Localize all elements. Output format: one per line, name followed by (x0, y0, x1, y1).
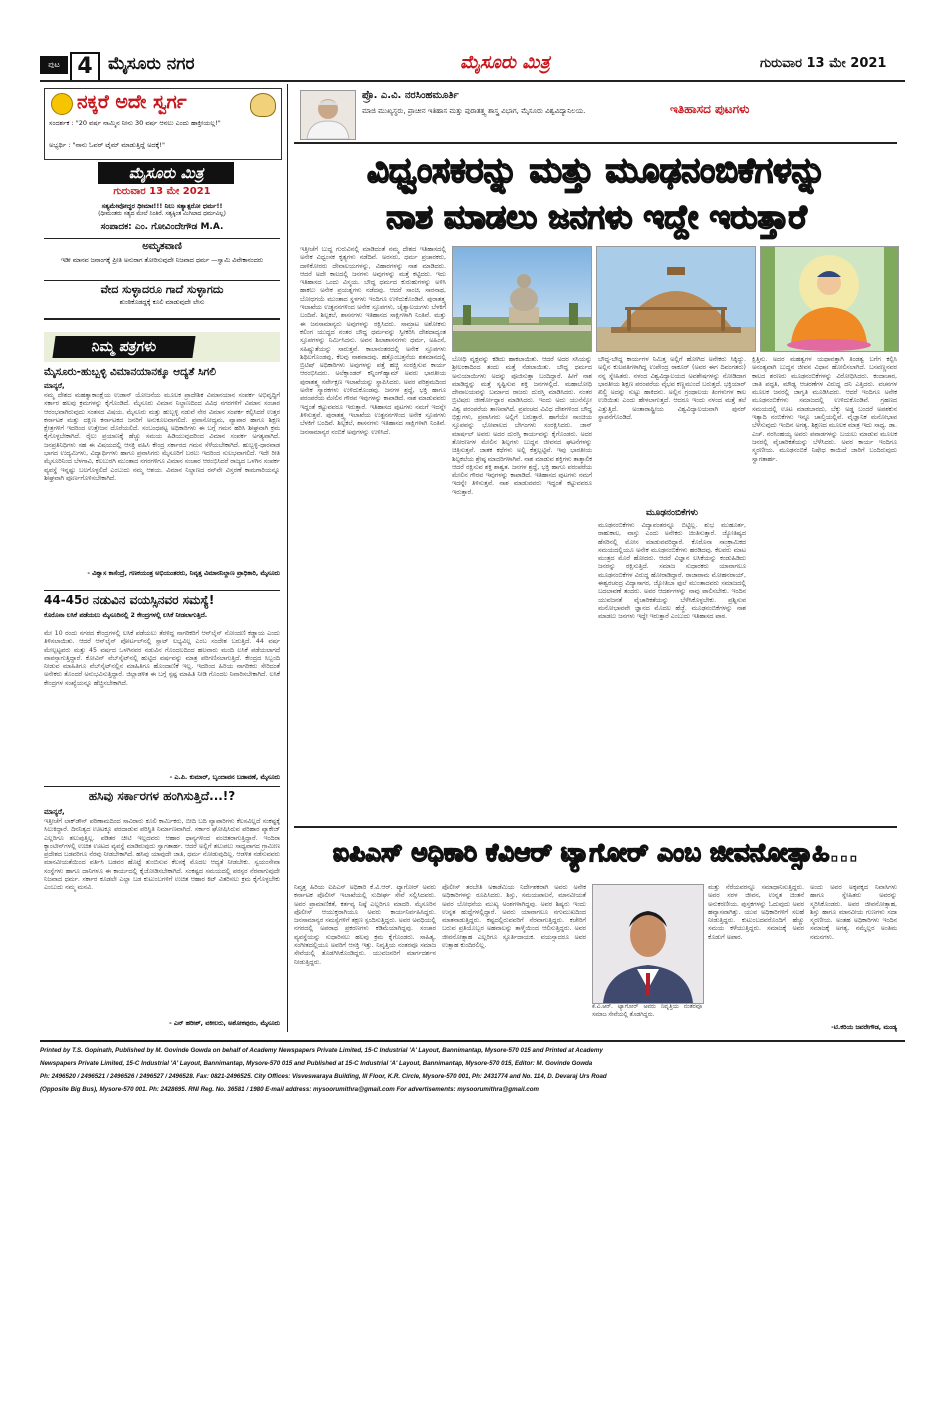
buddha-meditation-painting (760, 246, 899, 352)
header-masthead: ಮೈಸೂರು ಮಿತ್ರ (460, 52, 550, 73)
footer-top-rule (40, 1040, 905, 1042)
page-header (40, 50, 905, 80)
sanchi-stupa-photo (596, 246, 756, 352)
laughing-face-icon (51, 93, 73, 115)
joke-line-1: ಸಂದರ್ಶಕ : "20 ವರ್ಷ ನಾಮ್ಮಿನ ನೀನು 30 ವರ್ಷ ಆನಲು ಎಂದು ಹಾಕ್ತೀಯಲ್ಲ!" (49, 119, 221, 127)
article2-signature: -ಟಿ.ಕರಿಯ ಜವರೇಗೌಡ, ಮಂಡ್ಯ (831, 1024, 897, 1031)
editor-line: ಸಂಪಾದಕ: ಎಂ. ಗೋವಿಂದೇಗೌಡ M.A. (100, 222, 224, 232)
page-number: 4 (70, 52, 100, 82)
imprint-line-4: (Opposite Big Bus), Mysore-570 001. Ph: 2428695. RNI Reg. No. 36581 / 1980 E-mail address: mysoorumithra@gmail.com For advertisements: mysoorumithra@gmail.com (40, 1086, 539, 1093)
quote-title: ವೇದ ಸುಳ್ಳಾದರೂ ಗಾದೆ ಸುಳ್ಳಾಗದು (100, 283, 224, 296)
author-description: ಮಾಜಿ ಮುಖ್ಯಸ್ಥರು, ಪ್ರಾಚೀನ ಇತಿಹಾಸ ಮತ್ತು ಪುರಾತತ್ತ್ವ ಶಾಸ್ತ್ರ ವಿಭಾಗ, ಮೈಸೂರು ವಿಶ್ವವಿದ್ಯಾನಿಲಯ. (362, 107, 586, 115)
article2-col-2: ಪೊಲೀಸ್ ತರಬೇತಿ ಅಕಾಡೆಮಿಯ ನಿರ್ದೇಶಕರಾಗಿ ಅವರು ಅನೇಕ ಅಧಿಕಾರಿಗಳನ್ನು ರೂಪಿಸಿದರು. ಶಿಸ್ತು, ಸಮಯಪಾಲನೆ, ಮಾನವೀಯತೆ ಅವರ ಬೋಧನೆಯ ಮುಖ್ಯ ಅಂಶಗಳಾಗಿದ್ದವು. ಅವರ ಶಿಷ್ಯರು ಇಂದು ಉನ್ನತ ಹುದ್ದೆಗಳಲ್ಲಿದ್ದಾರೆ. ಅವರು ಯಾವಾಗಲೂ ನಗುಮುಖದಿಂದ ಮಾತನಾಡುತ್ತಿದ್ದರು. ಕಷ್ಟದಲ್ಲಿರುವವರಿಗೆ ನೆರವಾಗುತ್ತಿದ್ದರು. ಕಚೇರಿಗೆ ಬರುವ ಪ್ರತಿಯೊಬ್ಬರ ಅಹವಾಲನ್ನು ತಾಳ್ಮೆಯಿಂದ ಆಲಿಸುತ್ತಿದ್ದರು. ಅವರ ಜೀವನೋತ್ಸಾಹ ಎಲ್ಲರಿಗೂ ಸ್ಫೂರ್ತಿದಾಯಕ. ವಯಸ್ಸಾದರೂ ಅವರ ಉತ್ಸಾಹ ಕುಂದಿರಲಿಲ್ಲ. (442, 884, 586, 950)
feature-bottom-rule (294, 826, 897, 828)
feature-col-3-bottom: ಮೂಢನಂಬಿಕೆಗಳು ವಿದ್ಯಾವಂತರನ್ನೂ ಬಿಟ್ಟಿಲ್ಲ. ಶುಭ ಮುಹೂರ್ತ, ರಾಹುಕಾಲ, ವಾಸ್ತು ಎಂದು ಅನೇಕರು ಚಿಂತಿಸುತ್ತಾರೆ. ಜ್ಯೋತಿಷ್ಯದ ಹೆಸರಿನಲ್ಲಿ ಮೋಸ ಮಾಡುವವರಿದ್ದಾರೆ. ಕೊರೊನಾ ಸಾಂಕ್ರಾಮಿಕದ ಸಮಯದಲ್ಲಿಯೂ ಅನೇಕ ಮೂಢನಂಬಿಕೆಗಳು ಹರಡಿದವು. ಕೆಲವರು ಮಾಟ ಮಂತ್ರದ ಮೊರೆ ಹೋದರು. ಆದರೆ ವಿಜ್ಞಾನ ಲಸಿಕೆಯನ್ನು ಕಂಡುಹಿಡಿದು ಜನರನ್ನು ರಕ್ಷಿಸುತ್ತಿದೆ. ಸಮಾಜ ಸುಧಾರಕರು ಯಾವಾಗಲೂ ಮೂಢನಂಬಿಕೆಗಳ ವಿರುದ್ಧ ಹೋರಾಡಿದ್ದಾರೆ. ರಾಜಾರಾಮ ಮೋಹನರಾಯ್, ಈಶ್ವರಚಂದ್ರ ವಿದ್ಯಾಸಾಗರ, ಜ್ಯೋತಿಬಾ ಫುಲೆ ಮುಂತಾದವರು ಸಮಾಜದಲ್ಲಿ ಬದಲಾವಣೆ ತಂದರು. ಅವರ ಆದರ್ಶಗಳನ್ನು ನಾವು ಪಾಲಿಸಬೇಕು. ಇಂದಿನ ಯುವಜನತೆ ವೈಚಾರಿಕತೆಯನ್ನು ಬೆಳೆಸಿಕೊಳ್ಳಬೇಕು. ಪ್ರಶ್ನಿಸುವ ಮನೋಭಾವವೇ ಜ್ಞಾನದ ಮೊದಲ ಹೆಜ್ಜೆ. ಮೂಢನಂಬಿಕೆಗಳನ್ನು ನಾಶ ಮಾಡಲು ಜನಗಳು ಇದ್ದೇ ಇರುತ್ತಾರೆ ಎಂಬುದು ಇತಿಹಾಸದ ಪಾಠ. (598, 522, 746, 621)
feature-col-2: ಬೋಧಿ ವೃಕ್ಷವನ್ನು ಕಡಿದು ಹಾಕಲಾಯಿತು. ಆದರೆ ಅದರ ಸಸಿಯನ್ನು ಶ್ರೀಲಂಕಾದಿಂದ ತಂದು ಮತ್ತೆ ನೆಡಲಾಯಿತು. ಬೌದ್ಧ ಧರ್ಮದ ಅನುಯಾಯಿಗಳು ಅದನ್ನು ಪೂಜಿಸುತ್ತಾ ಬಂದಿದ್ದಾರೆ. ಹೀಗೆ ನಾಶ ಮಾಡಿದ್ದನ್ನು ಮತ್ತೆ ಸೃಷ್ಟಿಸುವ ಶಕ್ತಿ ಜನಗಳಲ್ಲಿದೆ. ಮಹಾಬೋಧಿ ದೇವಾಲಯವನ್ನು ಬರ್ಮಾದ ರಾಜರು ದುರಸ್ತಿ ಮಾಡಿಸಿದರು. ನಂತರ ಬ್ರಿಟಿಷರು ಜೀರ್ಣೋದ್ಧಾರ ಮಾಡಿಸಿದರು. ಇಂದು ಅದು ಯುನೆಸ್ಕೋ ವಿಶ್ವ ಪರಂಪರೆಯ ತಾಣವಾಗಿದೆ. ಪ್ರಪಂಚದ ವಿವಿಧ ದೇಶಗಳಿಂದ ಬೌದ್ಧ ಭಿಕ್ಷುಗಳು, ಪ್ರವಾಸಿಗರು ಅಲ್ಲಿಗೆ ಬರುತ್ತಾರೆ. ಹಾಗೆಯೇ ಸಾಂಚಿಯ ಸ್ತೂಪವನ್ನು ಭೋಪಾಲದ ಬೇಗಂಗಳು ಸಂರಕ್ಷಿಸಿದರು. ಜಾನ್ ಮಾರ್ಷಲ್ ಅವರು ಅದರ ದುರಸ್ತಿ ಕಾರ್ಯವನ್ನು ಕೈಗೊಂಡರು. ಅದರ ತೋರಣಗಳ ಮೇಲಿನ ಶಿಲ್ಪಗಳು ಬುದ್ಧನ ಜೀವನದ ಘಟನೆಗಳನ್ನು ಚಿತ್ರಿಸುತ್ತವೆ. ಜಾತಕ ಕಥೆಗಳು ಅಲ್ಲಿ ಕೆತ್ತಲ್ಪಟ್ಟಿವೆ. ಇವು ಭಾರತೀಯ ಶಿಲ್ಪಕಲೆಯ ಶ್ರೇಷ್ಠ ಮಾದರಿಗಳಾಗಿವೆ. ನಾಶ ಮಾಡುವ ಶಕ್ತಿಗಳು ತಾತ್ಕಾಲಿಕ ಆದರೆ ರಕ್ಷಿಸುವ ಶಕ್ತಿ ಶಾಶ್ವತ. ಜನಗಳ ಶ್ರದ್ಧೆ, ಭಕ್ತಿ ಹಾಗೂ ಪರಂಪರೆಯ ಮೇಲಿನ ಗೌರವ ಇವುಗಳನ್ನು ಕಾಪಾಡಿದೆ. ಇತಿಹಾಸದ ಪುಟಗಳು ನಮಗೆ ಇದನ್ನೇ ತಿಳಿಸುತ್ತವೆ. ನಾಶ ಮಾಡುವವರು ಇದ್ದಂತೆ ಕಟ್ಟುವವರೂ ಇರುತ್ತಾರೆ. (452, 356, 592, 496)
feature-headline (298, 150, 895, 242)
letters-banner-title: ನಿಮ್ಮ ಪತ್ರಗಳು (52, 336, 195, 358)
sidebar-divider-1 (44, 238, 280, 239)
feature-col-1-top: ಇತ್ತೀಚೆಗೆ ಬುದ್ಧ ಗುರುವಿನಲ್ಲಿ ಮಾಡಿದಂತೆ ನಮ್ಮ ದೇಶದ ಇತಿಹಾಸದಲ್ಲಿ ಅನೇಕ ವಿಧ್ವಂಸಕ ಕೃತ್ಯಗಳು ನಡೆದಿವೆ. ಅರಸರು, ಧರ್ಮ ಪ್ರಚಾರಕರು, ದಾಳಿಕೋರರು ದೇವಾಲಯಗಳನ್ನು, ವಿಹಾರಗಳನ್ನು ನಾಶ ಮಾಡಿದರು. ಆದರೆ ಅದೇ ಕಾಲದಲ್ಲಿ ಜನಗಳು ಅವುಗಳನ್ನು ಮತ್ತೆ ಕಟ್ಟಿದರು. ಇದು ಇತಿಹಾಸದ ಒಂದು ವಿಸ್ಮಯ. ಬೌದ್ಧ ಧರ್ಮದ ಕುರುಹುಗಳನ್ನು ಅಳಿಸಿ ಹಾಕಲು ಅನೇಕ ಪ್ರಯತ್ನಗಳು ನಡೆದವು. ಆದರೆ ಸಾಂಚಿ, ಸಾರನಾಥ, ಬೋಧಗಯೆ ಮುಂತಾದ ಸ್ಥಳಗಳು ಇಂದಿಗೂ ಉಳಿದುಕೊಂಡಿವೆ. ಪುರಾತತ್ತ್ವ ಇಲಾಖೆಯ ಉತ್ಖನನಗಳಿಂದ ಅನೇಕ ಸ್ತೂಪಗಳು, ಚೈತ್ಯಾಲಯಗಳು ಬೆಳಕಿಗೆ ಬಂದಿವೆ. ಶಿಲ್ಪಕಲೆ, ಶಾಸನಗಳು ಇತಿಹಾಸದ ಸಾಕ್ಷಿಗಳಾಗಿ ನಿಂತಿವೆ. ಮತ್ತು ಈ ಜನಸಾಮಾನ್ಯರು ಅವುಗಳನ್ನು ರಕ್ಷಿಸಿದರು. ಸಾಮ್ರಾಟ ಅಶೋಕನು ಕಲಿಂಗ ಯುದ್ಧದ ನಂತರ ಬೌದ್ಧ ಧರ್ಮವನ್ನು ಸ್ವೀಕರಿಸಿ ದೇಶದಾದ್ಯಂತ ಸ್ತೂಪಗಳನ್ನು ನಿರ್ಮಿಸಿದನು. ಅವನ ಶಿಲಾಶಾಸನಗಳು ಧರ್ಮ, ಅಹಿಂಸೆ, ಸಹಿಷ್ಣುತೆಯನ್ನು ಸಾರುತ್ತವೆ. ಕಾಲಾನಂತರದಲ್ಲಿ ಅನೇಕ ಸ್ತೂಪಗಳು ಶಿಥಿಲಗೊಂಡವು, ಕೆಲವು ನಾಶವಾದವು. ಹತ್ತೊಂಬತ್ತನೆಯ ಶತಮಾನದಲ್ಲಿ ಬ್ರಿಟಿಷ್ ಅಧಿಕಾರಿಗಳು ಅವುಗಳನ್ನು ಪತ್ತೆ ಹಚ್ಚಿ ಸಂರಕ್ಷಿಸುವ ಕಾರ್ಯ ಆರಂಭಿಸಿದರು. ಅಲೆಕ್ಸಾಂಡರ್ ಕನ್ನಿಂಗ್‌ಹ್ಯಾಮ್ ಅವರು ಭಾರತೀಯ ಪುರಾತತ್ತ್ವ ಸರ್ವೇಕ್ಷಣ ಇಲಾಖೆಯನ್ನು ಸ್ಥಾಪಿಸಿದರು. ಅವರ ಪರಿಶ್ರಮದಿಂದ ಅನೇಕ ಸ್ಮಾರಕಗಳು ಉಳಿದುಕೊಂಡವು. ಜನಗಳ ಶ್ರದ್ಧೆ, ಭಕ್ತಿ ಹಾಗೂ ಪರಂಪರೆಯ ಮೇಲಿನ ಗೌರವ ಇವುಗಳನ್ನು ಕಾಪಾಡಿದೆ. ನಾಶ ಮಾಡುವವರು ಇದ್ದಂತೆ ಕಟ್ಟುವವರೂ ಇರುತ್ತಾರೆ. ಇತಿಹಾಸದ ಪುಟಗಳು ನಮಗೆ ಇದನ್ನೇ ತಿಳಿಸುತ್ತವೆ. ಪುರಾತತ್ತ್ವ ಇಲಾಖೆಯ ಉತ್ಖನನಗಳಿಂದ ಅನೇಕ ಸ್ತೂಪಗಳು ಬೆಳಕಿಗೆ ಬಂದಿವೆ. ಶಿಲ್ಪಕಲೆ, ಶಾಸನಗಳು ಇತಿಹಾಸದ ಸಾಕ್ಷಿಗಳಾಗಿ ನಿಂತಿವೆ. ಜನಸಾಮಾನ್ಯರ ನಂಬಿಕೆ ಅವುಗಳನ್ನು ಉಳಿಸಿದೆ. (300, 246, 446, 436)
sidebar-divider-3 (44, 318, 280, 320)
motto-line-1: ಸತ್ಯಮೇವೋದ್ಧರ ಧೀಮಾಃ!!! ನಿಲು ಸತ್ಯಾತ್ಪರೋ ಧರ್ಮ!! (101, 202, 223, 210)
buddha-statue-photo (452, 246, 592, 352)
header-date: ಗುರುವಾರ 13 ಮೇ 2021 (760, 56, 887, 71)
letter-2-subtitle: ಕೊರೊನಾ ಲಸಿಕೆ ಪಡೆಯಲು ಮೈಸೂರಿನಲ್ಲಿ 2 ಕೇಂದ್ರಗಳಲ್ಲಿ ಲಸಿಕೆ ನೀಡಲಾಗುತ್ತಿದೆ. (44, 612, 208, 619)
cartoon-icon (250, 93, 276, 117)
letters-divider-1 (44, 590, 280, 591)
tagore-photo-caption: ಕೆ.ವಿ.ಆರ್. ಟ್ಯಾಗೋರ್ ಅವರು ನಿವೃತ್ತಿಯ ನಂತರವೂ ಸಮಾಜ ಸೇವೆಯಲ್ಲಿ ತೊಡಗಿದ್ದರು. (592, 1004, 702, 1018)
article2-col-3: ಮತ್ತು ನೆರೆಯವರನ್ನೂ ಸಮಾಧಾನಿಸುತ್ತಿದ್ದರು. ಅವರ ಸರಳ ಜೀವನ, ಉನ್ನತ ಚಿಂತನೆ ಅನುಕರಣೀಯ. ಪುಸ್ತಕಗಳನ್ನು ಓದುವುದು ಅವರ ಹವ್ಯಾಸವಾಗಿತ್ತು. ಯುವ ಅಧಿಕಾರಿಗಳಿಗೆ ಸಲಹೆ ನೀಡುತ್ತಿದ್ದರು. ಕುಟುಂಬದವರೊಂದಿಗೆ ಹೆಚ್ಚು ಸಮಯ ಕಳೆಯುತ್ತಿದ್ದರು. ಸಮಾಜಕ್ಕೆ ಅವರ ಕೊಡುಗೆ ಅಪಾರ. (708, 884, 804, 941)
imprint-footer (40, 1044, 905, 1098)
article2-col-4: ಅಂದು ಅವರ ಅಕ್ಕಪಕ್ಕದ ನಿವಾಸಿಗಳು ಹಾಗೂ ಸ್ನೇಹಿತರು ಅವರನ್ನು ಸ್ಮರಿಸಿಕೊಂಡರು. ಅವರ ಜೀವನೋತ್ಸಾಹ, ಶಿಸ್ತು ಹಾಗೂ ಮಾನವೀಯ ಗುಣಗಳು ಸದಾ ಸ್ಮರಣೀಯ. ಅಂತಹ ಅಧಿಕಾರಿಗಳು ಇಂದಿನ ಸಮಾಜಕ್ಕೆ ಅಗತ್ಯ. ನಮ್ಮೆಲ್ಲರ ಅಂತಿಮ ನಮನಗಳು. (810, 884, 897, 941)
header-rule (40, 80, 905, 82)
letter-3-signature: - ಎನ್ ಹರೀಶ್, ವಕೀಲರು, ಅಶೋಕಪುರಂ, ಮೈಸೂರು (169, 1020, 280, 1027)
mini-masthead: ಮೈಸೂರು ಮಿತ್ರ (98, 162, 234, 184)
letter-1-signature: - ವಿಶ್ವಾಸ ಕಾಸೆಂದ್ರೆ, ಗಣಕಯಂತ್ರ ಅಭಿಯಂತರರು, ನಿವೃತ್ತ ವಿಮಾನನಿಲ್ದಾಣ ಪ್ರಾಧಿಕಾರಿ, ಮೈಸೂರು (87, 570, 280, 577)
author-name: ಪ್ರೊ. ಎ.ವಿ. ನರಸಿಂಹಮೂರ್ತಿ (362, 90, 459, 101)
motto-line-2: (ಧೀಮಂತರು ಸತ್ಯದ ಮೇಲೆ ನಿಂತಿರೆ. ಸತ್ಯಕ್ಕಿಂತ ಮಿಗಿಲಾದ ಧರ್ಮವಿಲ್ಲ) (98, 211, 226, 217)
feature-subheading: ಮೂಢನಂಬಿಕೆಗಳು (645, 508, 699, 518)
headline-line-2: ನಾಶ ಮಾಡಲು ಜನಗಳು ಇದ್ದೇ ಇರುತ್ತಾರೆ (386, 198, 807, 236)
amrutavani-title: ಅಮೃತವಾಣಿ (142, 241, 182, 252)
page-label: ಪುಟ (40, 56, 68, 74)
imprint-line-1: Printed by T.S. Gopinath, Published by M. Govinde Gowda on behalf of Academy Newspapers Private Limited, 15-C Industrial 'A' Layout, Bannimantap, Mysore-570 015 and Printed at Academy (40, 1047, 603, 1054)
feature-col-3-top: ಬೌದ್ಧ-ಬೌದ್ಧ ಕಾರ್ಯಗಳ ನಿಮಿತ್ತ ಅಲ್ಲಿಗೆ ಹೋಗಿದ ಅನೇಕರು ಸಿಕ್ಕಿದ್ದು. ಅಲ್ಲಿನ ಕುಲಪತಿಗಳಾಗಿದ್ದ ಉಪೇಂದ್ರ ಠಾಕೂರ್ (ಅವರ ಈಗ ದಿವಂಗತರು) ನನ್ನ ಸ್ನೇಹಿತರು. ನಳಂದ ವಿಶ್ವವಿದ್ಯಾಲಯದ ಅವಶೇಷಗಳನ್ನು ನೋಡಿದಾಗ ಭಾರತೀಯ ಶಿಕ್ಷಣ ಪರಂಪರೆಯ ವೈಭವ ಕಣ್ಣಮುಂದೆ ಬರುತ್ತದೆ. ಭಕ್ತಿಯಾರ್ ಖಿಲ್ಜಿ ಅದನ್ನು ಸುಟ್ಟು ಹಾಕಿದನು. ಅಲ್ಲಿನ ಗ್ರಂಥಾಲಯ ತಿಂಗಳುಗಳ ಕಾಲ ಉರಿಯಿತು ಎಂದು ಹೇಳಲಾಗುತ್ತದೆ. ಆದರೂ ಇಂದು ನಳಂದ ಮತ್ತೆ ತಲೆ ಎತ್ತುತ್ತಿದೆ. ಅಂತಾರಾಷ್ಟ್ರೀಯ ವಿಶ್ವವಿದ್ಯಾಲಯವಾಗಿ ಪುನರ್ ಸ್ಥಾಪನೆಗೊಂಡಿದೆ. (598, 356, 746, 422)
letter-1-body: ನಮ್ಮ ದೇಶದ ಮಹತ್ವಾಕಾಂಕ್ಷೆಯ ಉಡಾನ್ ಯೋಜನೆಯ ಮೂಲಕ ಪ್ರಾದೇಶಿಕ ವಿಮಾನಯಾನ ಸಂಪರ್ಕ ಅಭಿವೃದ್ಧಿಗೆ ಸರ್ಕಾರ ಹಲವು ಕ್ರಮಗಳನ್ನು ಕೈಗೊಂಡಿದೆ. ಮೈಸೂರು ವಿಮಾನ ನಿಲ್ದಾಣದಿಂದ ವಿವಿಧ ನಗರಗಳಿಗೆ ವಿಮಾನ ಸಂಚಾರ ಆರಂಭವಾಗಿರುವುದು ಸಂತಸದ ವಿಷಯ. ಮೈಸೂರು ಮತ್ತು ಹುಬ್ಬಳ್ಳಿ ನಡುವೆ ನೇರ ವಿಮಾನ ಸಂಪರ್ಕ ಕಲ್ಪಿಸಿದರೆ ಉತ್ತರ ಕರ್ನಾಟಕ ಮತ್ತು ದಕ್ಷಿಣ ಕರ್ನಾಟಕದ ಜನರಿಗೆ ಅನುಕೂಲವಾಗಲಿದೆ. ಪ್ರವಾಸೋದ್ಯಮ, ವ್ಯಾಪಾರ ಹಾಗೂ ಶಿಕ್ಷಣ ಕ್ಷೇತ್ರಗಳಿಗೆ ಇದರಿಂದ ಉತ್ತೇಜನ ದೊರೆಯಲಿದೆ. ಸಂಬಂಧಪಟ್ಟ ಅಧಿಕಾರಿಗಳು ಈ ಬಗ್ಗೆ ಗಮನ ಹರಿಸಿ ಶೀಘ್ರವಾಗಿ ಕ್ರಮ ಕೈಗೊಳ್ಳಬೇಕಾಗಿದೆ. ರೈಲು ಪ್ರಯಾಣಕ್ಕೆ ಹೆಚ್ಚು ಸಮಯ ಹಿಡಿಯುವುದರಿಂದ ವಿಮಾನ ಸಂಪರ್ಕ ಅಗತ್ಯವಾಗಿದೆ. ಜನಪ್ರತಿನಿಧಿಗಳು ಸಹ ಈ ವಿಷಯದಲ್ಲಿ ಆಸಕ್ತಿ ವಹಿಸಿ ಕೇಂದ್ರ ಸರ್ಕಾರದ ಗಮನ ಸೆಳೆಯಬೇಕಾಗಿದೆ. ಹುಬ್ಬಳ್ಳಿ-ಧಾರವಾಡ ಭಾಗದ ಉದ್ಯಮಿಗಳು, ವಿದ್ಯಾರ್ಥಿಗಳು ಹಾಗೂ ಪ್ರವಾಸಿಗರು ಮೈಸೂರಿಗೆ ಬರಲು ಇದರಿಂದ ಸುಲಭವಾಗಲಿದೆ. ಇದೇ ರೀತಿ ಮೈಸೂರಿನಿಂದ ಬೆಳಗಾವಿ, ಕಲಬುರಗಿ ಮುಂತಾದ ನಗರಗಳಿಗೂ ವಿಮಾನ ಸಂಚಾರ ಆರಂಭಿಸಿದರೆ ರಾಜ್ಯದ ಒಳಗಿನ ಸಂಪರ್ಕ ವ್ಯವಸ್ಥೆ ಇನ್ನಷ್ಟು ಬಲಗೊಳ್ಳಲಿದೆ ಎಂಬುದು ನಮ್ಮ ಆಶಯ. ವಿಮಾನ ನಿಲ್ದಾಣದ ರನ್‌ವೇ ವಿಸ್ತರಣೆ ಕಾಮಗಾರಿಯನ್ನೂ ಶೀಘ್ರವಾಗಿ ಪೂರ್ಣಗೊಳಿಸಬೇಕಾಗಿದೆ. (44, 392, 280, 482)
article2-headline: ಐಪಿಎಸ್ ಅಧಿಕಾರಿ ಕೆವಿಆರ್ ಟ್ಯಾಗೋರ್ ಎಂಬ ಜೀವನೋತ್ಸಾಹಿ... (332, 838, 859, 867)
joke-title: ನಕ್ಕರೆ ಅದೇ ಸ್ವರ್ಗ (77, 91, 187, 113)
amrutavani-text: ಇಡೀ ಮಾನವ ಜನಾಂಗಕ್ಕೆ ಪ್ರೀತಿ ಅನುರಾಗ ತೋರಿಸುವುದೇ ನಿಜವಾದ ಧರ್ಮ —ಸ್ವಾಮಿ ವಿವೇಕಾನಂದರು (60, 257, 264, 264)
letter-1-title: ಮೈಸೂರು-ಹುಬ್ಬಳ್ಳಿ ವಿಮಾನಯಾನಕ್ಕೂ ಆದ್ಯತೆ ಸಿಗಲಿ (44, 366, 216, 378)
author-photo (300, 90, 356, 140)
joke-line-2: ಅಭ್ಯರ್ಥಿ : "ನಾನು ಓವರ್ ಟೈಮ್ ಮಾಡುತ್ತಿದ್ದೆ ಅದಕ್ಕೆ!" (49, 141, 165, 149)
column-name: ಇತಿಹಾಸದ ಪುಟಗಳು (670, 102, 750, 116)
joke-box (44, 88, 282, 160)
letter-3-body: ಇತ್ತೀಚೆಗೆ ಲಾಕ್‌ಡೌನ್ ಪರಿಣಾಮದಿಂದ ಸಾವಿರಾರು ಕೂಲಿ ಕಾರ್ಮಿಕರು, ಬೀದಿ ಬದಿ ವ್ಯಾಪಾರಿಗಳು ಕೆಲಸವಿಲ್ಲದೆ ಸಂಕಷ್ಟಕ್ಕೆ ಸಿಲುಕಿದ್ದಾರೆ. ದಿನನಿತ್ಯದ ಊಟಕ್ಕೂ ಪರದಾಡುವ ಪರಿಸ್ಥಿತಿ ನಿರ್ಮಾಣವಾಗಿದೆ. ಸರ್ಕಾರ ಘೋಷಿಸಿರುವ ಪರಿಹಾರ ಪ್ಯಾಕೇಜ್ ಎಲ್ಲರಿಗೂ ತಲುಪುತ್ತಿಲ್ಲ. ಪಡಿತರ ಚೀಟಿ ಇಲ್ಲದವರು ಆಹಾರ ಧಾನ್ಯಗಳಿಂದ ವಂಚಿತರಾಗುತ್ತಿದ್ದಾರೆ. ಇಂದಿರಾ ಕ್ಯಾಂಟೀನ್‌ಗಳಲ್ಲಿ ಉಚಿತ ಊಟದ ವ್ಯವಸ್ಥೆ ಮಾಡಿರುವುದು ಸ್ವಾಗತಾರ್ಹ. ಆದರೆ ಅಲ್ಲಿಗೆ ತಲುಪಲು ಸಾಧ್ಯವಾಗದ ಗ್ರಾಮೀಣ ಪ್ರದೇಶದ ಬಡವರಿಗೂ ನೆರವು ನೀಡಬೇಕಾಗಿದೆ. ಹಸಿವು ಯಾವುದೇ ಜಾತಿ, ಧರ್ಮ ನೋಡುವುದಿಲ್ಲ. ಆಡಳಿತ ನಡೆಸುವವರು ಮಾನವೀಯತೆಯಿಂದ ವರ್ತಿಸಿ ಬಡವರ ಹೊಟ್ಟೆ ತುಂಬಿಸುವ ಕೆಲಸಕ್ಕೆ ಮೊದಲ ಆದ್ಯತೆ ನೀಡಬೇಕು. ಸ್ವಯಂಸೇವಾ ಸಂಸ್ಥೆಗಳು ಹಾಗೂ ದಾನಿಗಳೂ ಈ ಕಾರ್ಯದಲ್ಲಿ ಕೈಜೋಡಿಸಬೇಕಾಗಿದೆ. ಸಂಕಷ್ಟದ ಸಮಯದಲ್ಲಿ ಪರಸ್ಪರ ನೆರವಾಗುವುದೇ ನಿಜವಾದ ಧರ್ಮ. ಸರ್ಕಾರ ಕೂಡಲೇ ಎಲ್ಲಾ ಬಡ ಕುಟುಂಬಗಳಿಗೆ ಉಚಿತ ಆಹಾರ ಕಿಟ್ ವಿತರಿಸಲು ಕ್ರಮ ಕೈಗೊಳ್ಳಬೇಕು ಎಂಬುದು ನಮ್ಮ ಮನವಿ. (44, 818, 280, 892)
article2-col-1: ನಿವೃತ್ತ ಹಿರಿಯ ಐಪಿಎಸ್ ಅಧಿಕಾರಿ ಕೆ.ವಿ.ಆರ್. ಟ್ಯಾಗೋರ್ ಅವರು ಕರ್ನಾಟಕ ಪೊಲೀಸ್ ಇಲಾಖೆಯಲ್ಲಿ ಸುದೀರ್ಘ ಸೇವೆ ಸಲ್ಲಿಸಿದವರು. ಅವರ ಪ್ರಾಮಾಣಿಕತೆ, ಕರ್ತವ್ಯ ನಿಷ್ಠೆ ಎಲ್ಲರಿಗೂ ಮಾದರಿ. ಮೈಸೂರಿನ ಪೊಲೀಸ್ ಆಯುಕ್ತರಾಗಿಯೂ ಅವರು ಕಾರ್ಯನಿರ್ವಹಿಸಿದ್ದರು. ಜನಸಾಮಾನ್ಯರ ಸಮಸ್ಯೆಗಳಿಗೆ ತಕ್ಷಣ ಸ್ಪಂದಿಸುತ್ತಿದ್ದರು. ಅವರ ಅವಧಿಯಲ್ಲಿ ನಗರದಲ್ಲಿ ಅಪರಾಧ ಪ್ರಕರಣಗಳು ಕಡಿಮೆಯಾಗಿದ್ದವು. ಸಂಚಾರ ವ್ಯವಸ್ಥೆಯನ್ನು ಸುಧಾರಿಸಲು ಹಲವು ಕ್ರಮ ಕೈಗೊಂಡರು. ಸಾಹಿತ್ಯ, ಸಂಗೀತದಲ್ಲಿಯೂ ಅವರಿಗೆ ಆಸಕ್ತಿ ಇತ್ತು. ನಿವೃತ್ತಿಯ ನಂತರವೂ ಸಮಾಜ ಸೇವೆಯಲ್ಲಿ ತೊಡಗಿಸಿಕೊಂಡಿದ್ದರು. ಯುವಜನರಿಗೆ ಮಾರ್ಗದರ್ಶನ ನೀಡುತ್ತಿದ್ದರು. (294, 884, 436, 966)
imprint-line-2: Newspapers Private Limited, 15-C Industrial 'A' Layout, Bannimantap, Mysore-570 015 and Published at 15-C Industrial 'A' Layout, Bannimantap, Mysore-570 015, Editor: M. Govinde Gowda (40, 1060, 593, 1067)
quote-text: ಶುಂಠಿಕೊಡದ್ದಕ್ಕೆ ಕೂಲಿ ಮಾಡುವುದೇ ಲೇಸು (119, 299, 205, 306)
letter-1-salutation: ಮಾನ್ಯರೆ, (44, 382, 65, 390)
feature-col-4-top: ಕ್ಷಿತ್ತಿನು. ಅದರ ಮಹತ್ವಗಳ ಯಥಾವತ್ತಾಗಿ ತಿಂಡತ್ವ ಬಗೆಗ ಕಲ್ಪಿಸಿ ಅನಂತ್ಯವಾಗಿ ಬುದ್ಧನ ಜೀವನ ವಿಧಾನ ಹೋಲಿಸಲಾಗಿದೆ. ಬಸವಣ್ಣನವರ ಕಾಲದ ಶರಣರು ಮೂಢನಂಬಿಕೆಗಳನ್ನು ವಿರೋಧಿಸಿದರು. ಕಂದಾಚಾರ, ಜಾತಿ ಪದ್ಧತಿ, ಮೌಢ್ಯ ಆಚರಣೆಗಳ ವಿರುದ್ಧ ದನಿ ಎತ್ತಿದರು. ವಚನಗಳ ಮೂಲಕ ಜನರಲ್ಲಿ ಜಾಗೃತಿ ಮೂಡಿಸಿದರು. ಆದರೆ ಇಂದಿಗೂ ಅನೇಕ ಮೂಢನಂಬಿಕೆಗಳು ಸಮಾಜದಲ್ಲಿ ಉಳಿದುಕೊಂಡಿವೆ. ಗ್ರಹಣದ ಸಮಯದಲ್ಲಿ ಊಟ ಮಾಡಬಾರದು, ಬೆಕ್ಕು ಅಡ್ಡ ಬಂದರೆ ಅಪಶಕುನ ಇತ್ಯಾದಿ ನಂಬಿಕೆಗಳು ಇನ್ನೂ ಚಾಲ್ತಿಯಲ್ಲಿವೆ. ವೈಜ್ಞಾನಿಕ ಮನೋಭಾವ ಬೆಳೆಸುವುದು ಇಂದಿನ ಅಗತ್ಯ. ಶಿಕ್ಷಣದ ಮೂಲಕ ಮಾತ್ರ ಇದು ಸಾಧ್ಯ. ಡಾ. ಎಚ್. ನರಸಿಂಹಯ್ಯ ಅವರು ಪವಾಡಗಳನ್ನು ಬಯಲು ಮಾಡುವ ಮೂಲಕ ಜನರಲ್ಲಿ ವೈಚಾರಿಕತೆಯನ್ನು ಬೆಳೆಸಿದರು. ಅವರ ಕಾರ್ಯ ಇಂದಿಗೂ ಸ್ಮರಣೀಯ. ಮೂಢನಂಬಿಕೆ ನಿಷೇಧ ಕಾಯಿದೆ ಜಾರಿಗೆ ಬಂದಿರುವುದು ಸ್ವಾಗತಾರ್ಹ. (752, 356, 897, 463)
letter-3-title: ಹಸಿವು ಸರ್ಕಾರಗಳ ಹಂಗಿಸುತ್ತಿದೆ...!? (88, 789, 236, 803)
sidebar-column-rule (287, 84, 288, 1032)
letter-2-body: ಮೇ 10 ರಂದು ನಗರದ ಕೇಂದ್ರಗಳಲ್ಲಿ ಲಸಿಕೆ ಪಡೆಯಲು ತೆರಳಿದ್ದ ನಾಗರಿಕರಿಗೆ ಆನ್‌ಲೈನ್ ನೋಂದಣಿ ಕಡ್ಡಾಯ ಎಂದು ತಿಳಿಸಲಾಯಿತು. ಆದರೆ ಆನ್‌ಲೈನ್ ಪೋರ್ಟಲ್‌ನಲ್ಲಿ ಸ್ಲಾಟ್ ಲಭ್ಯವಿಲ್ಲ ಎಂಬ ಸಂದೇಶ ಬರುತ್ತಿದೆ. 44 ವರ್ಷ ಮೇಲ್ಪಟ್ಟವರು ಮತ್ತು 45 ವರ್ಷದ ಒಳಗಿನವರ ನಡುವಿನ ಗೊಂದಲದಿಂದ ಹಲವಾರು ಮಂದಿ ಲಸಿಕೆ ಪಡೆಯಲಾಗದೆ ವಾಪಸ್ಸಾಗುತ್ತಿದ್ದಾರೆ. ಕೋವಿನ್ ವೆಬ್‌ಸೈಟ್‌ನಲ್ಲಿ ಹುಟ್ಟಿದ ವರ್ಷವನ್ನು ಮಾತ್ರ ಪರಿಗಣಿಸಲಾಗುತ್ತಿದೆ. ಕೇಂದ್ರದ ಸಿಬ್ಬಂದಿ ನೀಡುವ ಮಾಹಿತಿಗೂ ವೆಬ್‌ಸೈಟ್‌ನಲ್ಲಿನ ಮಾಹಿತಿಗೂ ಹೊಂದಾಣಿಕೆ ಇಲ್ಲ. ಇದರಿಂದ ಹಿರಿಯ ನಾಗರಿಕರು ಸೇರಿದಂತೆ ಅನೇಕರು ತೊಂದರೆ ಅನುಭವಿಸುತ್ತಿದ್ದಾರೆ. ಜಿಲ್ಲಾಡಳಿತ ಈ ಬಗ್ಗೆ ಸ್ಪಷ್ಟ ಮಾಹಿತಿ ನೀಡಿ ಗೊಂದಲ ನಿವಾರಿಸಬೇಕಾಗಿದೆ. ಲಸಿಕೆ ಕೇಂದ್ರಗಳ ಸಂಖ್ಯೆಯನ್ನೂ ಹೆಚ್ಚಿಸಬೇಕಾಗಿದೆ. (44, 630, 280, 687)
letters-divider-2 (44, 786, 280, 787)
tagore-photo (592, 884, 704, 1004)
letter-2-title: 44-45ರ ನಡುವಿನ ವಯಸ್ಸಿನವರ ಸಮಸ್ಯೆ! (44, 593, 215, 607)
imprint-line-3: Ph: 2496520 / 2496521 / 2496526 / 2496527 / 2496528. Fax: 0821-2496525. City Offices: Visveswaraya Building, III Floor, K.R. Circle, Mysore-570 001, Ph: 2431774 and No. 114, D. Devaraj Urs Road (40, 1073, 607, 1080)
feature-header-band (294, 86, 897, 144)
headline-line-1: ವಿಧ್ವಂಸಕರನ್ನು ಮತ್ತು ಮೂಢನಂಬಿಕೆಗಳನ್ನು (367, 151, 826, 191)
letter-3-salutation: ಮಾನ್ಯರೆ, (44, 808, 65, 816)
sidebar-divider-2 (44, 280, 280, 281)
letter-2-signature: - ಎ.ಪಿ. ಕುಮಾರ್, ಬೃಂದಾವನ ಬಡಾವಣೆ, ಮೈಸೂರು (169, 774, 280, 781)
mini-date: ಗುರುವಾರ 13 ಮೇ 2021 (113, 186, 211, 197)
letters-banner (44, 332, 280, 362)
section-title: ಮೈಸೂರು ನಗರ (108, 54, 195, 74)
